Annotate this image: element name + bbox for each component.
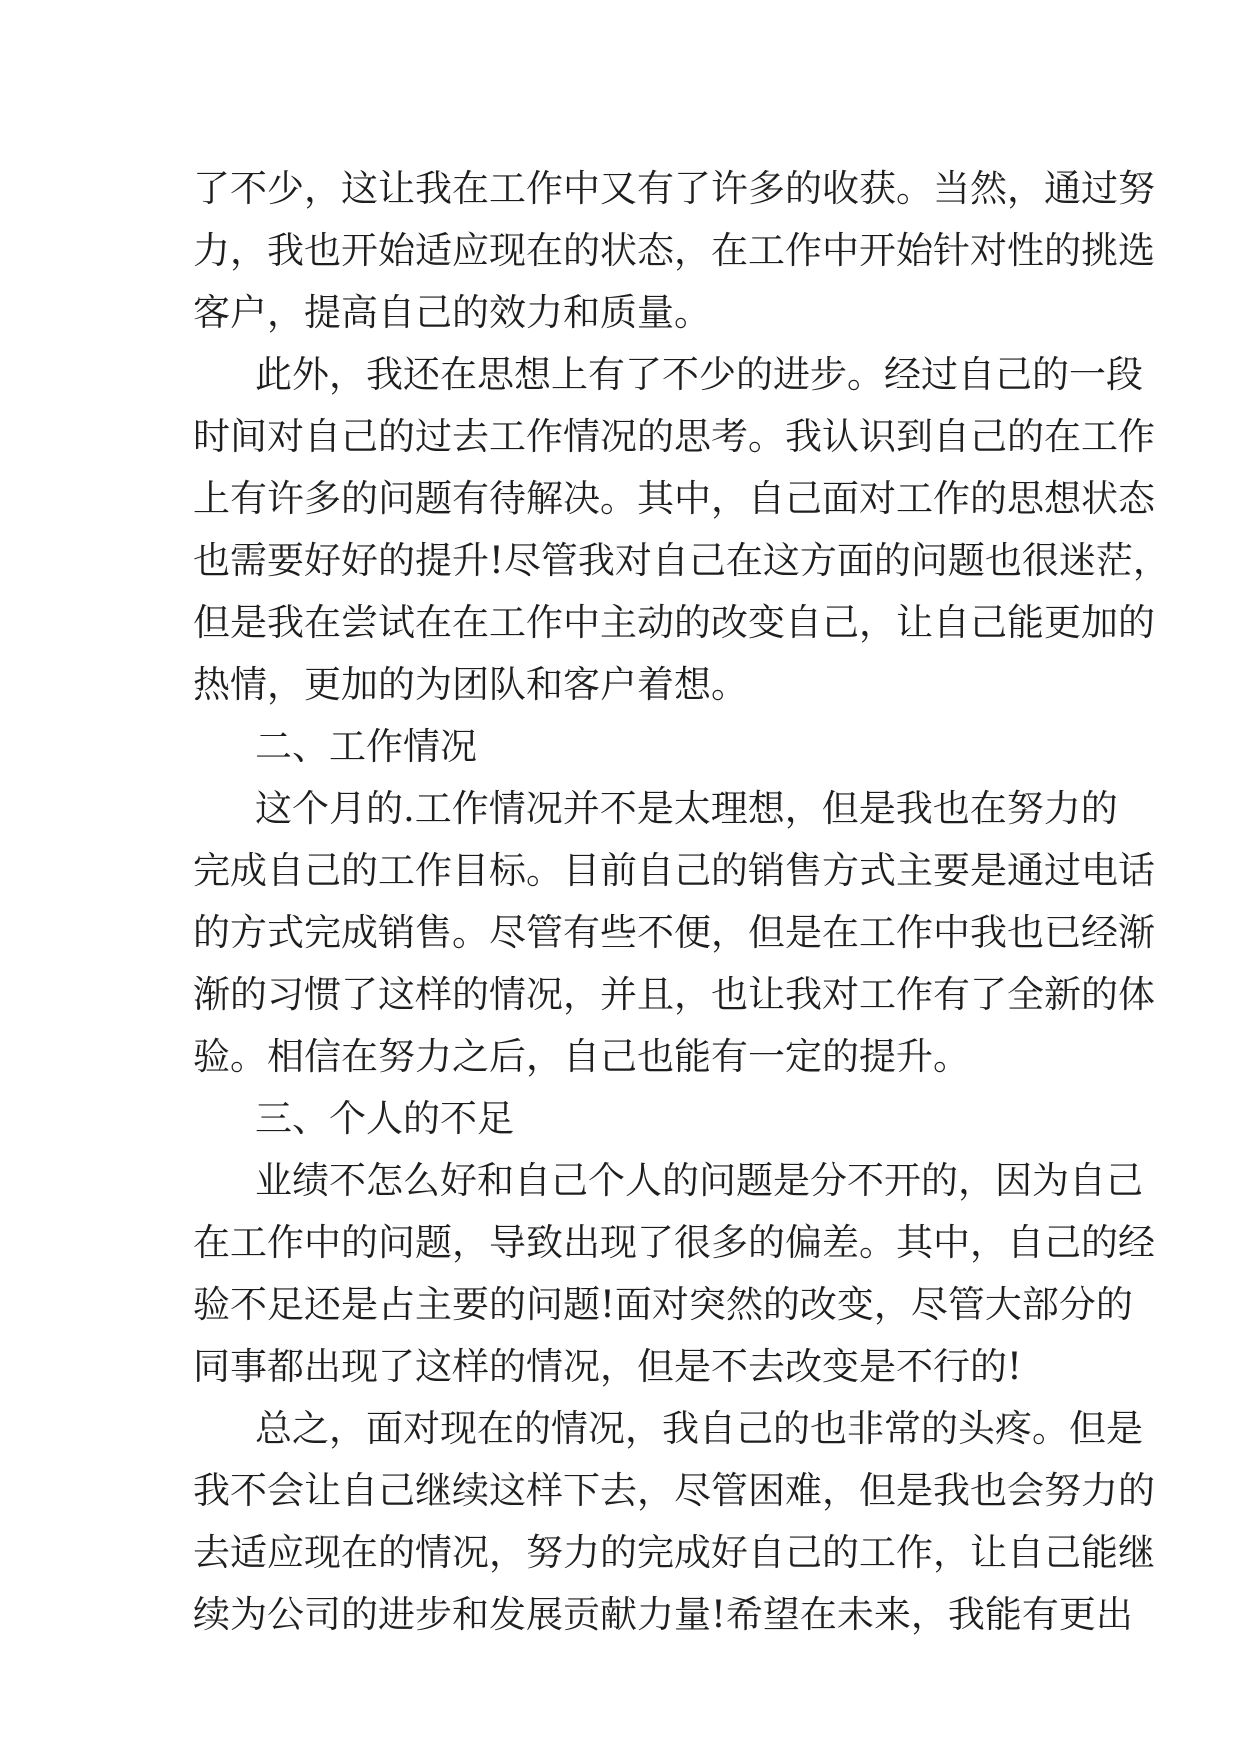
text-line: 总之，面对现在的情况，我自己的也非常的头疼。但是 bbox=[255, 1407, 1143, 1450]
text-line: 续为公司的进步和发展贡献力量!希望在未来，我能有更出 bbox=[193, 1593, 1133, 1636]
text-line: 这个月的.工作情况并不是太理想，但是我也在努力的 bbox=[255, 787, 1118, 830]
text-line: 的方式完成销售。尽管有些不便，但是在工作中我也已经渐 bbox=[193, 911, 1155, 954]
text-line: 完成自己的工作目标。目前自己的销售方式主要是通过电话 bbox=[193, 849, 1155, 892]
text-line: 时间对自己的过去工作情况的思考。我认识到自己的在工作 bbox=[193, 415, 1155, 458]
section-heading: 三、个人的不足 bbox=[255, 1097, 514, 1140]
text-line: 上有许多的问题有待解决。其中，自己面对工作的思想状态 bbox=[193, 477, 1155, 520]
text-line: 客户，提高自己的效力和质量。 bbox=[193, 291, 711, 334]
section-heading: 二、工作情况 bbox=[255, 725, 477, 768]
text-line: 在工作中的问题，导致出现了很多的偏差。其中，自己的经 bbox=[193, 1221, 1155, 1264]
text-line: 业绩不怎么好和自己个人的问题是分不开的，因为自己 bbox=[255, 1159, 1143, 1202]
text-line: 热情，更加的为团队和客户着想。 bbox=[193, 663, 748, 706]
text-line: 我不会让自己继续这样下去，尽管困难，但是我也会努力的 bbox=[193, 1469, 1155, 1512]
text-line: 去适应现在的情况，努力的完成好自己的工作，让自己能继 bbox=[193, 1531, 1155, 1574]
text-line: 验。相信在努力之后，自己也能有一定的提升。 bbox=[193, 1035, 970, 1078]
text-line: 但是我在尝试在在工作中主动的改变自己，让自己能更加的 bbox=[193, 601, 1155, 644]
text-line: 同事都出现了这样的情况，但是不去改变是不行的! bbox=[193, 1345, 1022, 1388]
text-line: 了不少，这让我在工作中又有了许多的收获。当然，通过努 bbox=[193, 167, 1155, 210]
text-line: 验不足还是占主要的问题!面对突然的改变，尽管大部分的 bbox=[193, 1283, 1133, 1326]
text-line: 也需要好好的提升!尽管我对自己在这方面的问题也很迷茫， bbox=[193, 539, 1170, 582]
document-body bbox=[193, 158, 1170, 1646]
text-line: 渐的习惯了这样的情况，并且，也让我对工作有了全新的体 bbox=[193, 973, 1155, 1016]
text-line: 此外，我还在思想上有了不少的进步。经过自己的一段 bbox=[255, 353, 1143, 396]
text-line: 力，我也开始适应现在的状态，在工作中开始针对性的挑选 bbox=[193, 229, 1155, 272]
